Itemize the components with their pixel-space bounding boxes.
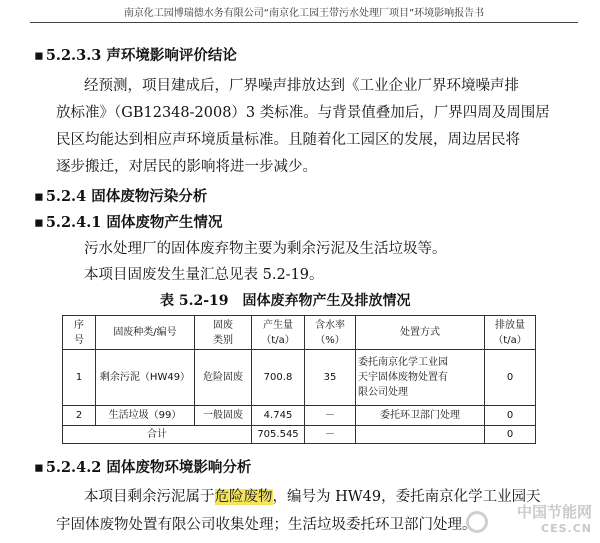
table-row <box>63 350 536 406</box>
heading-text: 5.2.3.3 声环境影响评价结论 <box>45 47 237 64</box>
cell-method: 委托南京化学工业园 天宇固体废物处置有 限公司处理 <box>356 350 485 406</box>
paragraph-line: 宇固体废物处置有限公司收集处理；生活垃圾委托环卫部门处理。 <box>56 517 477 533</box>
cell-water: － <box>305 406 356 426</box>
paragraph-line: 污水处理厂的固体废弃物主要为剩余污泥及生活垃圾等。 <box>84 241 447 257</box>
header-cell-method: 处置方式 <box>356 316 485 350</box>
watermark-line1: 中国节能网 <box>516 503 592 521</box>
cell-category: 危险固废 <box>195 350 252 406</box>
solid-waste-table <box>62 315 536 444</box>
table-caption: 表 5.2-19 固体废弃物产生及排放情况 <box>160 293 411 309</box>
cell-method: 委托环卫部门处理 <box>356 406 485 426</box>
heading-5-2-3-3: ▪ 5.2.3.3 声环境影响评价结论 <box>34 47 237 64</box>
header-cell-emission: 排放量 （t/a） <box>485 316 536 350</box>
cell-total-label: 合计 <box>63 426 252 444</box>
header-rule <box>30 22 578 23</box>
text-run: 本项目剩余污泥属于 <box>84 489 215 505</box>
cell-no: 2 <box>63 406 96 426</box>
watermark-logo-icon <box>466 511 488 533</box>
heading-5-2-4-2: ▪ 5.2.4.2 固体废物环境影响分析 <box>34 459 252 476</box>
cell-category: 一般固废 <box>195 406 252 426</box>
header-cell-category: 固废 类别 <box>195 316 252 350</box>
page-header: 南京化工园博瑞德水务有限公司“南京化工园王带污水处理厂项目”环境影响报告书 <box>123 8 485 19</box>
cell-total-amount: 705.545 <box>252 426 305 444</box>
cell-water: 35 <box>305 350 356 406</box>
table-header-row <box>63 316 536 350</box>
heading-text: 5.2.4 固体废物污染分析 <box>45 188 208 205</box>
cell-total-emission: 0 <box>485 426 536 444</box>
heading-text: 5.2.4.1 固体废物产生情况 <box>45 214 223 231</box>
header-cell-type: 固废种类/编号 <box>96 316 195 350</box>
cell-amount: 4.745 <box>252 406 305 426</box>
cell-type: 生活垃圾（99） <box>96 406 195 426</box>
header-cell-water: 含水率 （%） <box>305 316 356 350</box>
cell-emission: 0 <box>485 406 536 426</box>
cell-amount: 700.8 <box>252 350 305 406</box>
paragraph-line: 本项目固废发生量汇总见表 5.2-19。 <box>84 267 324 283</box>
cell-type: 剩余污泥（HW49） <box>96 350 195 406</box>
cell-no: 1 <box>63 350 96 406</box>
heading-text: 5.2.4.2 固体废物环境影响分析 <box>45 459 252 476</box>
heading-5-2-4-1: ▪ 5.2.4.1 固体废物产生情况 <box>34 214 223 231</box>
watermark-line2: CES.CN <box>541 522 592 535</box>
cell-total-water: － <box>305 426 356 444</box>
table-total-row <box>63 426 536 444</box>
paragraph-line: 经预测，项目建成后，厂界噪声排放达到《工业企业厂界环境噪声排 <box>84 78 519 94</box>
paragraph-line: 民区均能达到相应声环境质量标准。且随着化工园区的发展，周边居民将 <box>56 132 520 148</box>
cell-emission: 0 <box>485 350 536 406</box>
watermark <box>517 501 592 535</box>
table-row <box>63 406 536 426</box>
header-cell-amount: 产生量 （t/a） <box>252 316 305 350</box>
cell-total-method <box>356 426 485 444</box>
paragraph-line: 逐步搬迁，对居民的影响将进一步减少。 <box>56 159 317 175</box>
highlighted-text: 危险废物 <box>214 489 273 505</box>
text-run: ，编号为 HW49，委托南京化学工业园天 <box>272 489 541 505</box>
heading-5-2-4: ▪ 5.2.4 固体废物污染分析 <box>34 188 208 205</box>
paragraph-line: 放标准》（GB12348-2008）3 类标准。与背景值叠加后，厂界四周及周围居 <box>56 105 550 121</box>
header-cell-no: 序 号 <box>63 316 96 350</box>
paragraph-line <box>84 485 541 506</box>
